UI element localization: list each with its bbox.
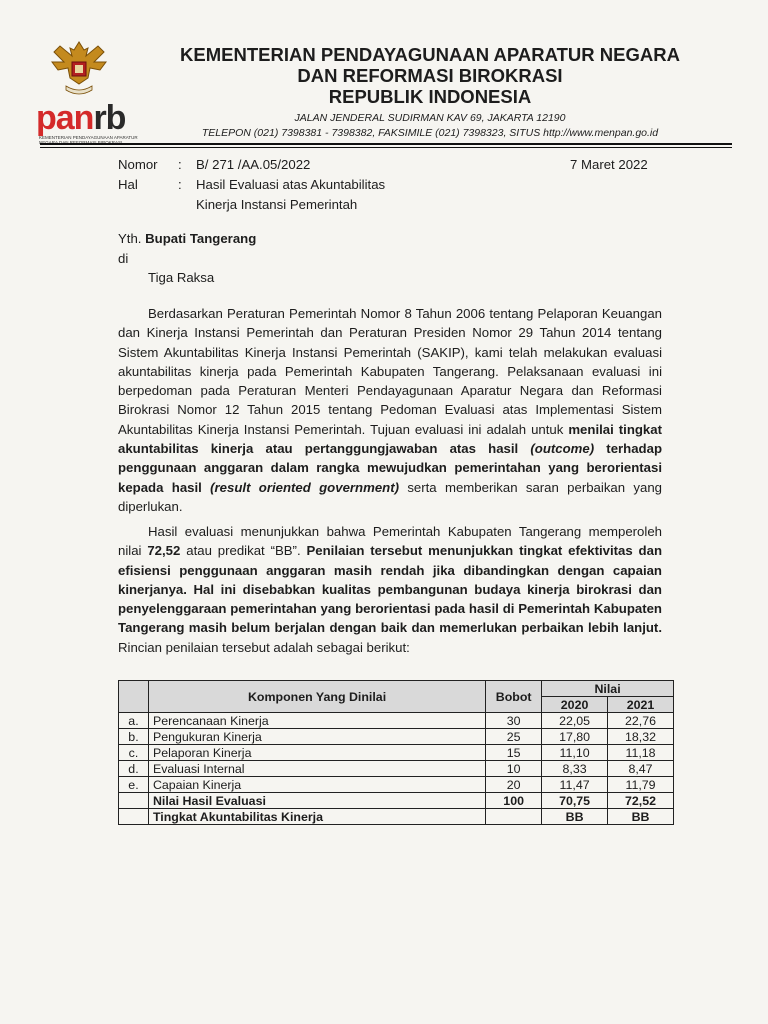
paragraph-2: Hasil evaluasi menunjukkan bahwa Pemerintah Kabupaten Tangerang memperoleh nilai 72,52 atau predikat “BB”. Penilaian tersebut menunjukkan tingkat efektivitas dan efisiensi penggunaan anggaran masih rendah jika dibandingkan dengan capaian kinerjanya. Hal ini disebabkan kualitas pembangunan budaya kinerja birokrasi dan penyelenggaraan pemerintahan yang berorientasi pada hasil di Pemerintah Kabupaten Tangerang masih belum berjalan dengan baik dan memerlukan perbaikan lebih lanjut. Rincian penilaian tersebut adalah sebagai berikut: bbox=[118, 524, 663, 655]
table-row: e. Capaian Kinerja 20 11,47 11,79 bbox=[119, 777, 674, 793]
header-score: Nilai bbox=[542, 681, 674, 697]
header-year-2021: 2021 bbox=[608, 697, 674, 713]
recipient-prefix: Yth. bbox=[118, 231, 142, 246]
table-total-row: Nilai Hasil Evaluasi 100 70,75 72,52 bbox=[119, 793, 674, 809]
evaluation-table bbox=[118, 680, 674, 825]
garuda-emblem-icon bbox=[50, 38, 108, 100]
header-component: Komponen Yang Dinilai bbox=[148, 681, 485, 713]
ministry-contact: TELEPON (021) 7398381 - 7398382, FAKSIMILE (021) 7398323, SITUS http://www.menpan.go.id bbox=[201, 127, 659, 139]
table-row: d. Evaluasi Internal 10 8,33 8,47 bbox=[119, 761, 674, 777]
header-weight: Bobot bbox=[486, 681, 542, 713]
panrb-wordmark: panrb bbox=[36, 99, 126, 137]
nomor-value: B/ 271 /AA.05/2022 bbox=[196, 157, 311, 172]
recipient-di: di bbox=[118, 251, 129, 266]
logo-subtitle: KEMENTERIAN PENDAYAGUNAAN APARATUR bbox=[39, 135, 138, 140]
header-year-2020: 2020 bbox=[542, 697, 608, 713]
paragraph-1: Berdasarkan Peraturan Pemerintah Nomor 8 Tahun 2006 tentang Pelaporan Keuangan dan Kinerja Instansi Pemerintah dan Peraturan Presiden Nomor 29 Tahun 2014 tentang Sistem Akuntabilitas Kinerja Instansi Pemerintah (SAKIP), kami telah melakukan evaluasi akuntabilitas kinerja pada Pemerintah Kabupaten Tangerang. Pelaksanaan evaluasi ini berpedoman pada Peraturan Menteri Pendayagunaan Aparatur Negara dan Reformasi Birokrasi Nomor 12 Tahun 2015 tentang Pedoman Evaluasi atas Implementasi Sistem Akuntabilitas Kinerja Instansi Pemerintah. Tujuan evaluasi ini adalah untuk menilai tingkat akuntabilitas kinerja atau pertanggungjawaban atas hasil (outcome) terhadap penggunaan anggaran dalam rangka mewujudkan pemerintahan yang berorientasi kepada hasil (result oriented government) serta memberikan saran perbaikan yang diperlukan. bbox=[118, 306, 662, 514]
hal-value-line2: Kinerja Instansi Pemerintah bbox=[196, 197, 358, 212]
letterhead-rule bbox=[40, 143, 732, 145]
hal-label: Hal bbox=[118, 177, 138, 192]
ministry-address: JALAN JENDERAL SUDIRMAN KAV 69, JAKARTA 12190 bbox=[294, 112, 566, 124]
table-level-row: Tingkat Akuntabilitas Kinerja BB BB bbox=[119, 809, 674, 825]
table-row: a. Perencanaan Kinerja 30 22,05 22,76 bbox=[119, 713, 674, 729]
ministry-name-line2: DAN REFORMASI BIROKRASI bbox=[297, 65, 563, 86]
ministry-name-line3: REPUBLIK INDONESIA bbox=[328, 86, 532, 107]
ministry-name-line1: KEMENTERIAN PENDAYAGUNAAN APARATUR NEGARA bbox=[180, 44, 680, 65]
table-row: b. Pengukuran Kinerja 25 17,80 18,32 bbox=[119, 729, 674, 745]
letterhead-rule-thin bbox=[40, 147, 732, 148]
header-letter bbox=[119, 681, 149, 713]
nomor-label: Nomor bbox=[118, 157, 158, 172]
hal-value-line1: Hasil Evaluasi atas Akuntabilitas bbox=[196, 177, 386, 192]
letter-date: 7 Maret 2022 bbox=[570, 157, 648, 172]
nomor-colon: : bbox=[178, 157, 182, 172]
hal-colon: : bbox=[178, 177, 182, 192]
recipient-name: Bupati Tangerang bbox=[145, 231, 257, 246]
table-row: c. Pelaporan Kinerja 15 11,10 11,18 bbox=[119, 745, 674, 761]
recipient bbox=[118, 229, 256, 248]
recipient-place: Tiga Raksa bbox=[148, 270, 215, 285]
